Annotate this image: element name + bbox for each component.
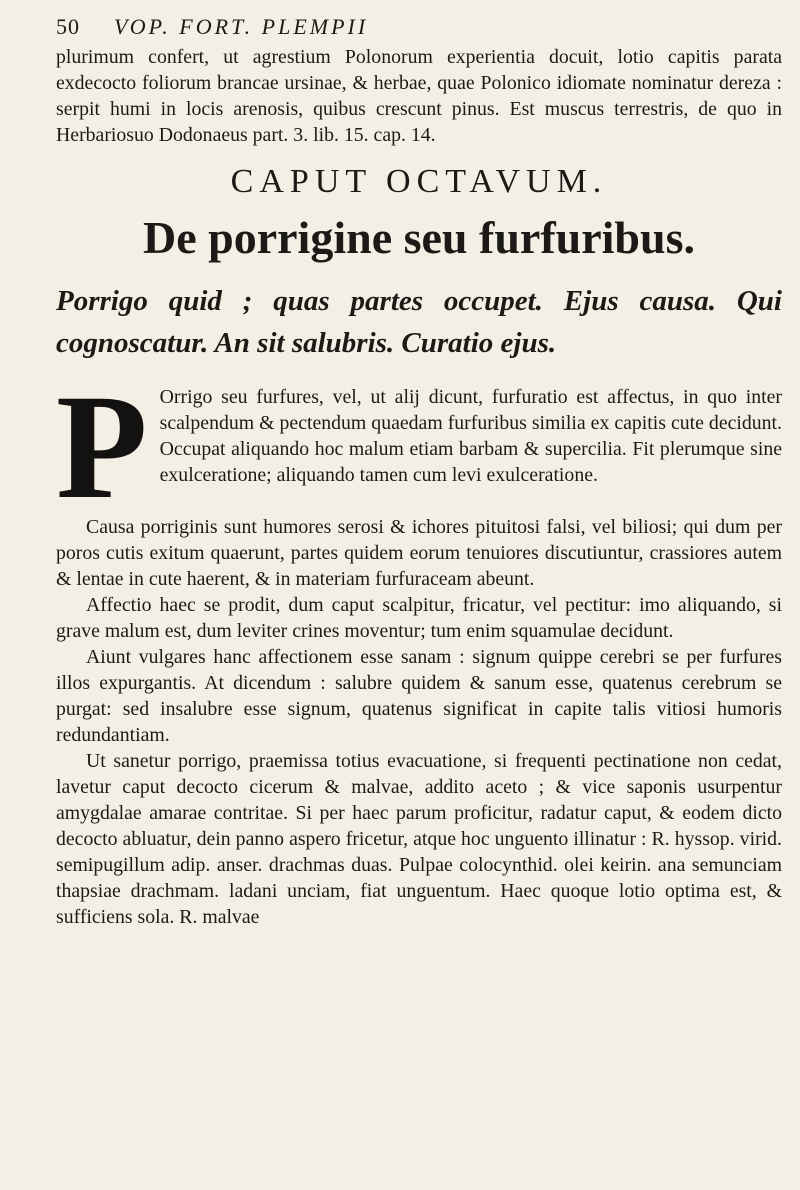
chapter-body bbox=[56, 364, 782, 930]
page-number: 50 bbox=[56, 14, 80, 39]
paragraph-causa: Causa porriginis sunt humores serosi & ichores pituitosi falsi, vel biliosi; qui dum per poros cutis exitum quaerunt, partes quidem eorum tenuiores discutiuntur, crassiores autem & lentae in cute haerent, & in materiam furfuraceam abeunt. bbox=[56, 516, 782, 590]
first-paragraph-block bbox=[56, 364, 782, 530]
paragraph-curatio: Ut sanetur porrigo, praemissa totius evacuatione, si frequenti pectinatione non cedat, lavetur caput decocto cicerum & malvae, addito aceto ; & vice saponis usurpentur amygdalae amarae contritae. Si per haec parum proficitur, radatur caput, & eodem dicto decocto abluatur, dein panno aspero fricetur, atque hoc unguento illinatur : R. hyssop. virid. semipugillum adip. anser. drachmas duas. Pulpae colocynthid. olei keirin. ana semunciam thapsiae drachmam. ladani unciam, fiat unguentum. Haec quoque lotio optima est, & sufficiens sola. R. malvae bbox=[56, 750, 782, 928]
lead-paragraph: plurimum confert, ut agrestium Polonorum experientia docuit, lotio capitis parata exdecocto foliorum brancae ursinae, & herbae, quae Polonico idiomate nominatur dereza : serpit humi in locis arenosis, quibus crescunt pinus. Est muscus terrestris, de quo in Herbariosuo Dodonaeus part. 3. lib. 15. cap. 14. bbox=[56, 46, 782, 146]
chapter-label: CAPUT OCTAVUM. bbox=[230, 163, 608, 200]
paragraph-salubris: Aiunt vulgares hanc affectionem esse sanam : signum quippe cerebri se per furfures illos expurgantis. At dicendum : salubre quidem & sanum esse, quatenus cerebrum se purgat: sed insalubre esse signum, quatenus significat in capite talis vitiosi humoris redundantiam. bbox=[56, 646, 782, 746]
paragraph-definition: Orrigo seu furfures, vel, ut alij dicunt, furfuratio est affectus, in quo inter scalpendum & pectendum quaedam furfuribus similia ex capitis cute decidunt. Occupat aliquando hoc malum etiam barbam & supercilia. Fit plerumque sine exulceratione; aliquando tamen cum levi exulceratione. bbox=[159, 386, 782, 486]
chapter-title: De porrigine seu furfuribus. bbox=[143, 212, 695, 263]
drop-cap: P bbox=[56, 364, 148, 530]
paragraph-signs: Affectio haec se prodit, dum caput scalpitur, fricatur, vel pectitur: imo aliquando, si grave malum est, dum leviter crines moventur; tum enim squamulae decidunt. bbox=[56, 594, 782, 642]
running-title: VOP. FORT. PLEMPII bbox=[114, 14, 369, 39]
chapter-summary: Porrigo quid ; quas partes occupet. Ejus causa. Qui cognoscatur. An sit salubris. Curatio ejus. bbox=[56, 285, 782, 359]
running-header bbox=[56, 14, 782, 40]
